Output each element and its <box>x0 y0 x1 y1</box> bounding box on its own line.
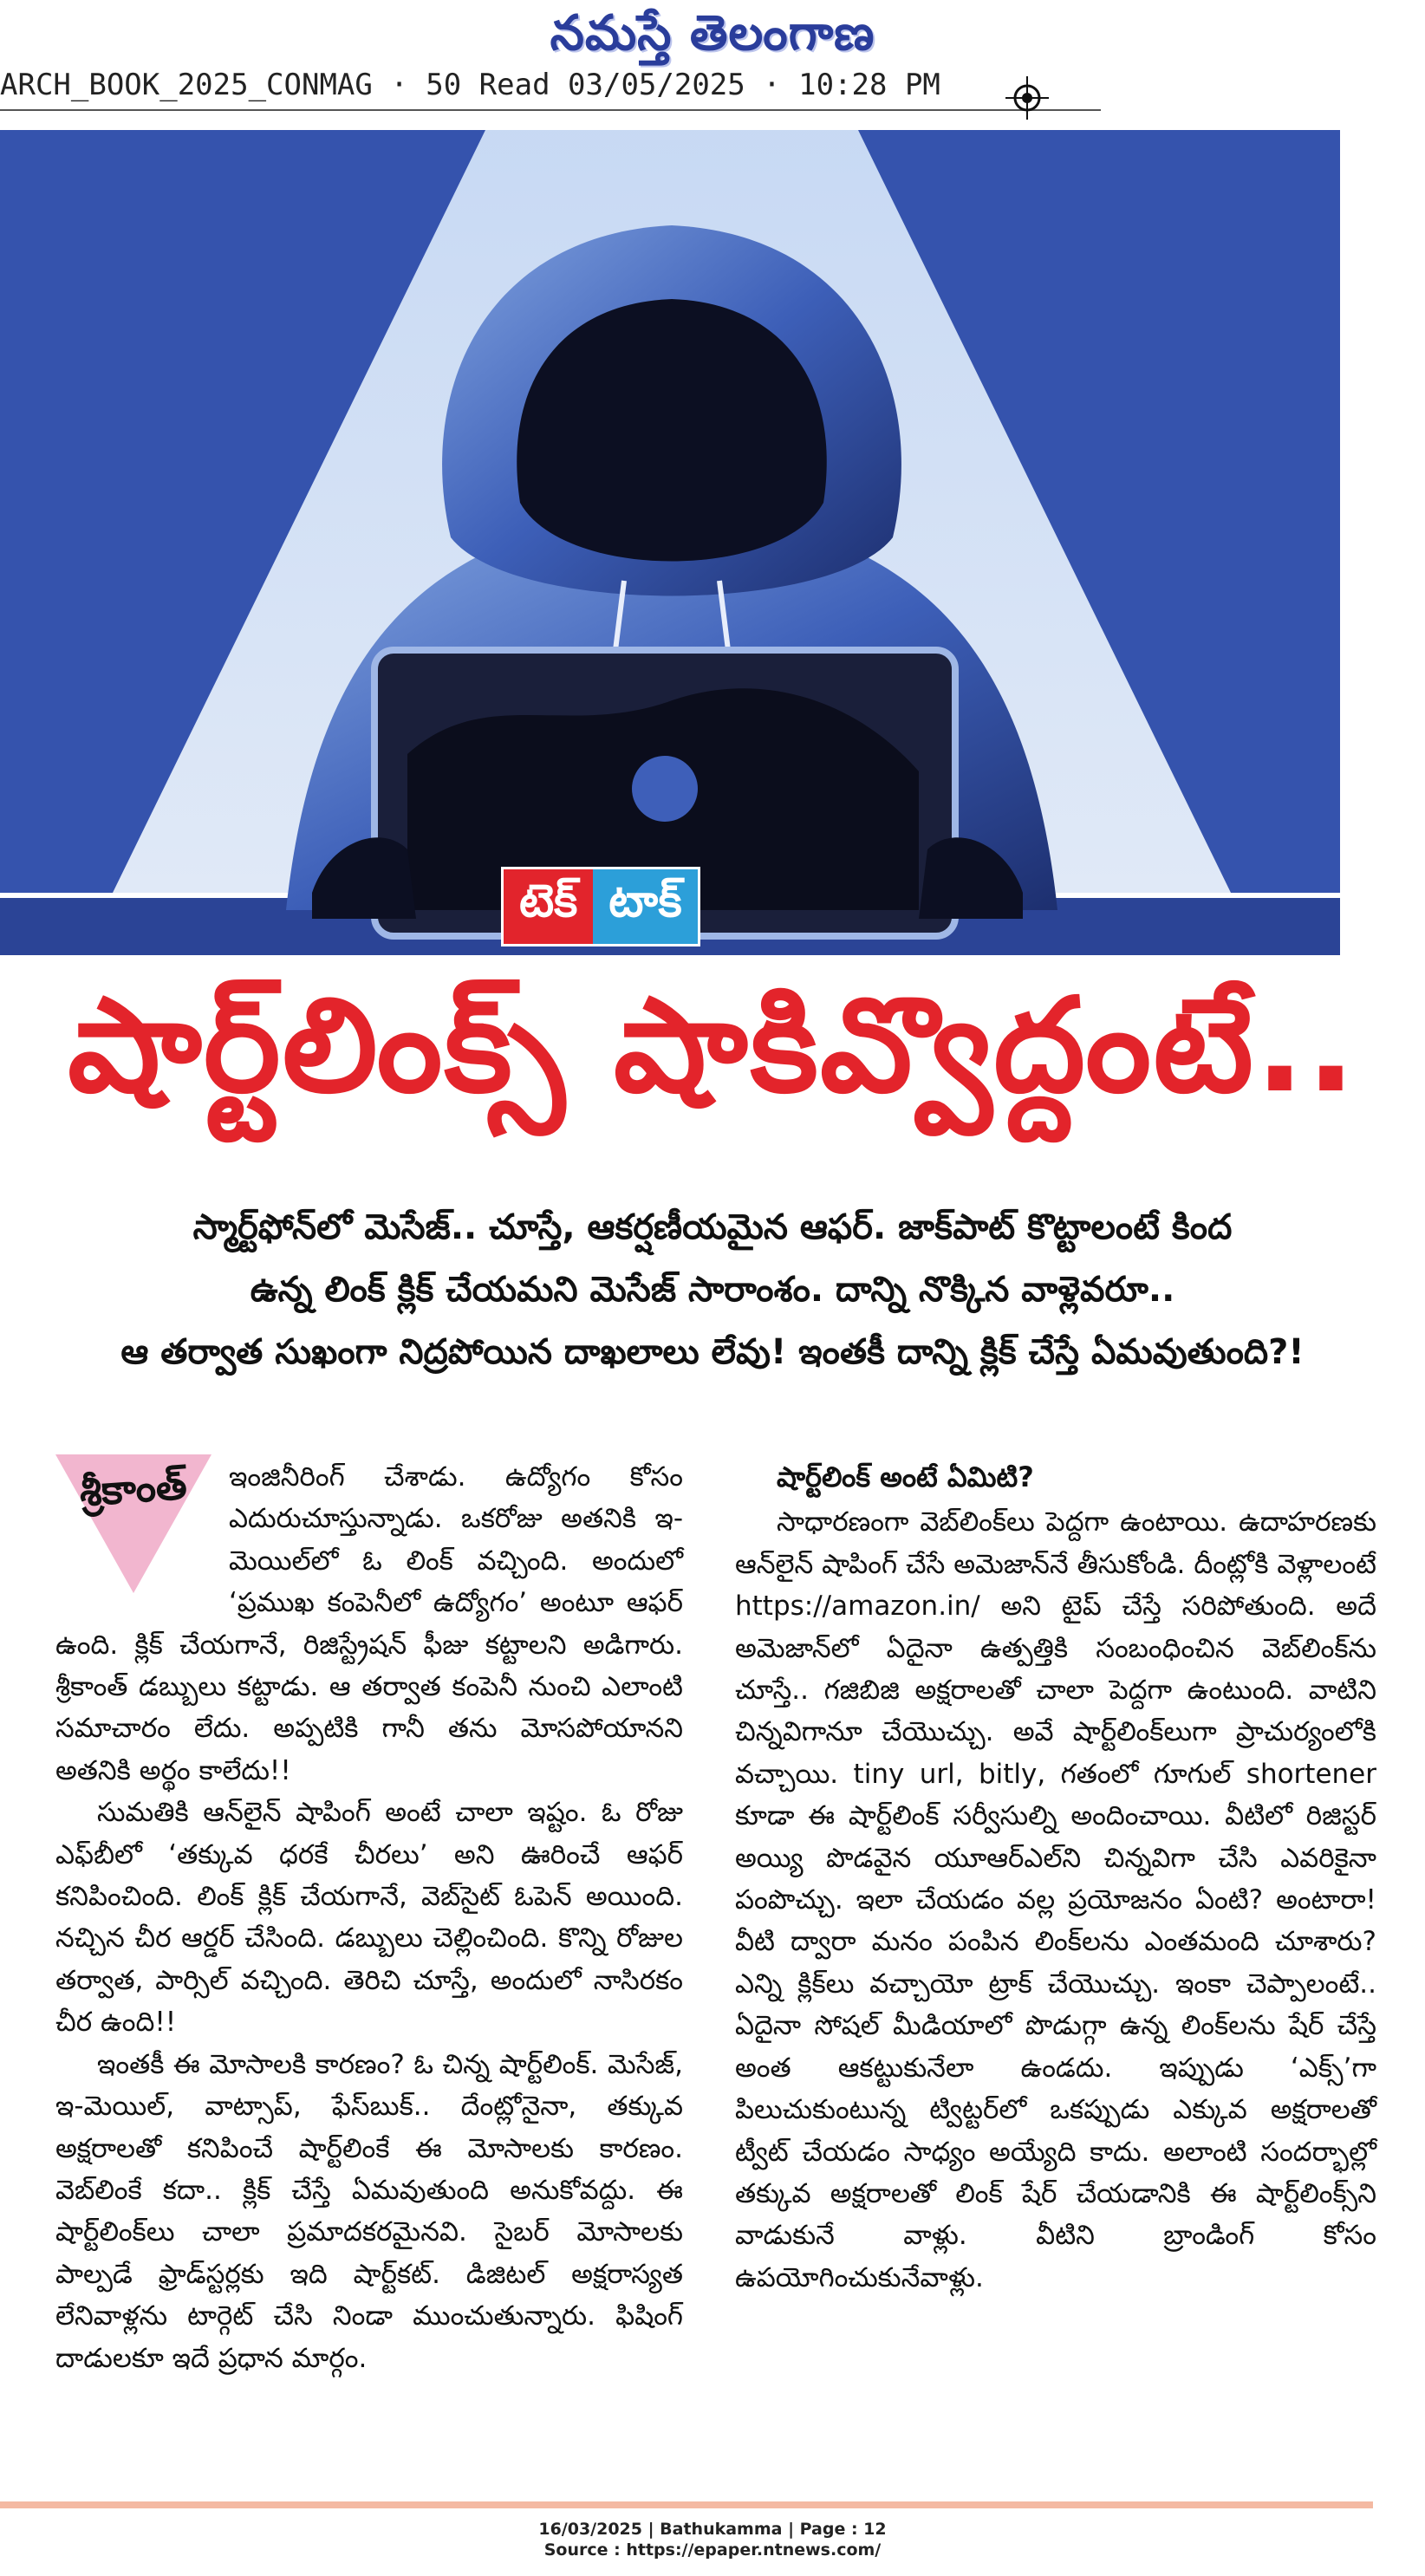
right-column <box>735 1456 1376 2299</box>
deck-line: ఆ తర్వాత సుఖంగా నిద్రపోయిన దాఖలాలు లేవు! ఇంతకీ దాన్ని క్లిక్ చేస్తే ఏమవుతుంది?! <box>120 1332 1305 1372</box>
hero-illustration <box>0 130 1340 955</box>
badge-left-label: టెక్ <box>504 869 593 944</box>
paragraph: సుమతికి ఆన్‌లైన్ షాపింగ్ అంటే చాలా ఇష్టం. ఓ రోజు ఎఫ్‌బీలో ‘తక్కువ ధరకే చీరలు’ అని ఊరించే ఆఫర్ కనిపించింది. లింక్ క్లిక్ చేయగానే, వెబ్‌సైట్ ఓపెన్ అయింది. నచ్చిన చీర ఆర్డర్ చేసింది. డబ్బులు చెల్లించింది. కొన్ని రోజుల తర్వాత, పార్సిల్ వచ్చింది. తెరిచి చూస్తే, అందులో నాసిరకం చీర ఉంది!! <box>55 1797 683 2039</box>
deck-line: ఉన్న లింక్ క్లిక్ చేయమని మెసేజ్ సారాంశం. దాన్ని నొక్కిన వాళ్లెవరూ.. <box>250 1270 1175 1310</box>
section-subhead: షార్ట్‌లింక్ అంటే ఏమిటి? <box>777 1460 1034 1493</box>
article-deck <box>35 1196 1390 1383</box>
byline-spacer <box>55 1456 229 1605</box>
page-footer <box>0 2519 1425 2560</box>
registration-mark-icon <box>1005 76 1049 120</box>
badge-right-label: టాక్ <box>593 869 697 944</box>
masthead <box>0 0 1425 78</box>
newspaper-logo: నమస్తే తెలంగాణ <box>550 4 875 62</box>
footer-source-line: Source : https://epaper.ntnews.com/ <box>543 2540 882 2560</box>
paragraph: ఇంతకీ ఈ మోసాలకి కారణం? ఓ చిన్న షార్ట్‌లింక్. మెసేజ్, ఇ-మెయిల్, వాట్సాప్, ఫేస్‌బుక్.. దేంట్లోనైనా, తక్కువ అక్షరాలతో కనిపించే షార్ట్‌లింకే ఈ మోసాలకు కారణం. వెబ్‌లింకే కదా.. క్లిక్ చేస్తే ఏమవుతుంది అనుకోవద్దు. ఈ షార్ట్‌లింక్‌లు చాలా ప్రమాదకరమైనవి. సైబర్ మోసాలకు పాల్పడే ఫ్రాడ్‌స్టర్లకు ఇది షార్ట్‌కట్. డిజిటల్ అక్షరాస్యత లేనివాళ్లను టార్గెట్ చేసి నిండా ముంచుతున్నారు. ఫిషింగ్ దాడులకూ ఇదే ప్రధాన మార్గం. <box>55 2048 683 2374</box>
tech-talk-badge <box>501 867 700 946</box>
hooded-hacker-illustration <box>0 130 1340 955</box>
paragraph: ఇంజినీరింగ్ చేశాడు. ఉద్యోగం కోసం ఎదురుచూస్తున్నాడు. ఒకరోజు అతనికి ఇ-మెయిల్‌లో ఓ లింక్ వచ్చింది. అందులో ‘ప్రముఖ కంపెనీలో ఉద్యోగం’ అంటూ ఆఫర్ ఉంది. క్లిక్ చేయగానే, రిజిస్ట్రేషన్ ఫీజు కట్టాలని అడిగారు. శ్రీకాంత్ డబ్బులు కట్టాడు. ఆ తర్వాత కంపెనీ నుంచి ఎలాంటి సమాచారం లేదు. అప్పటికి గానీ తను మోసపోయానని అతనికి అర్థం కాలేదు!! <box>55 1461 683 1786</box>
left-column <box>55 1456 683 2379</box>
deck-line: స్మార్ట్‌ఫోన్‌లో మెసేజ్.. చూస్తే, ఆకర్షణీయమైన ఆఫర్. జాక్‌పాట్ కొట్టాలంటే కింద <box>192 1207 1233 1247</box>
article-headline: షార్ట్‌లింక్స్ షాకివ్వొద్దంటే.. <box>68 970 1357 1122</box>
byline-name: శ్రీకాంత్ <box>77 1460 189 1516</box>
paragraph: సాధారణంగా వెబ్‌లింక్‌లు పెద్దగా ఉంటాయి. ఉదాహరణకు ఆన్‌లైన్ షాపింగ్ చేసే అమెజాన్‌నే తీసుకోండి. దీంట్లోకి వెళ్లాలంటే https://amazon.in/ అని టైప్ చేస్తే సరిపోతుంది. అదే అమెజాన్‌లో ఏదైనా ఉత్పత్తికి సంబంధించిన వెబ్‌లింక్‌ను చూస్తే.. గజిబిజి అక్షరాలతో చాలా పెద్దగా ఉంటుంది. వాటిని చిన్నవిగానూ చేయొచ్చు. అవే షార్ట్‌లింక్‌లుగా ప్రాచుర్యంలోకి వచ్చాయి. tiny url, bitly, గతంలో గూగుల్ shortener కూడా ఈ షార్ట్‌లింక్ సర్వీసుల్ని అందించాయి. వీటిలో రిజిస్టర్ అయ్యి పొడవైన యూఆర్ఎల్‌ని చిన్నవిగా చేసి ఎవరికైనా పంపొచ్చు. ఇలా చేయడం వల్ల ప్రయోజనం ఏంటి? అంటారా! వీటి ద్వారా మనం పంపిన లింక్‌లను ఎంతమంది చూశారు? ఎన్ని క్లిక్‌లు వచ్చాయో ట్రాక్ చేయొచ్చు. ఇంకా చెప్పాలంటే.. ఏదైనా సోషల్ మీడియాలో పొడుగ్గా ఉన్న లింక్‌లను షేర్ చేస్తే అంత ఆకట్టుకునేలా ఉండదు. ఇప్పుడు ‘ఎక్స్’గా పిలుచుకుంటున్న ట్విట్టర్‌లో ఒకప్పుడు ఎక్కువ అక్షరాలతో ట్వీట్ చేయడం సాధ్యం అయ్యేది కాదు. అలాంటి సందర్భాల్లో తక్కువ అక్షరాలతో లింక్ షేర్ చేయడానికి ఈ షార్ట్‌లింక్స్‌ని వాడుకునే వాళ్లు. వీటిని బ్రాండింగ్ కోసం ఉపయోగించుకునేవాళ్లు. <box>735 1506 1376 2293</box>
footer-edition-line: 16/03/2025 | Bathukamma | Page : 12 <box>538 2520 887 2539</box>
print-slug: ARCH_BOOK_2025_CONMAG · 50 Read 03/05/2025 · 10:28 PM <box>0 68 1101 111</box>
footer-rule <box>0 2501 1373 2508</box>
